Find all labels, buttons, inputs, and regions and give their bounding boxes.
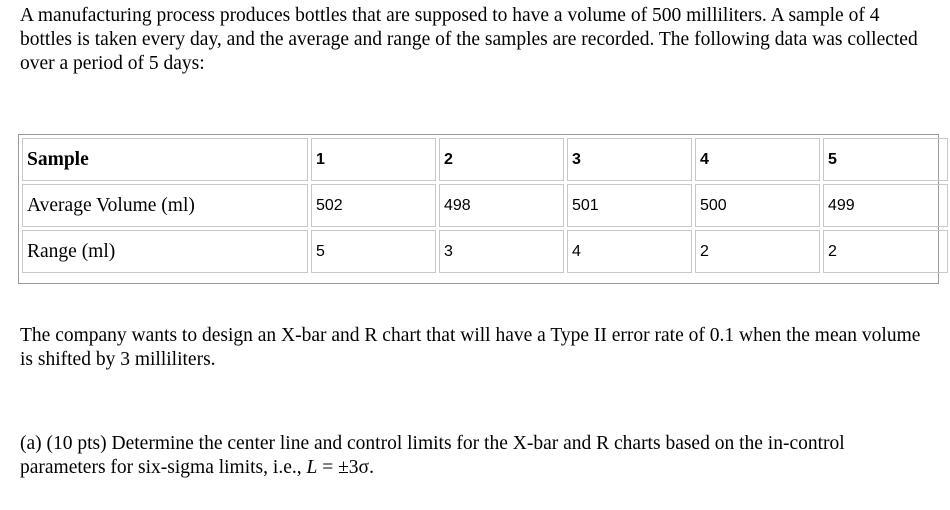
question-text: The company wants to design an X-bar and R chart that will have a Type II error rate of 0.1 when the mean volume is shifted by 3 milliliters. bbox=[20, 325, 921, 370]
math-expression: = ±3σ bbox=[317, 457, 370, 478]
average-volume-label: Average Volume (ml) bbox=[22, 184, 308, 227]
table-cell: 2 bbox=[823, 230, 948, 273]
header-sample-1: 1 bbox=[311, 138, 436, 181]
table-header-row bbox=[22, 138, 948, 181]
header-sample-2: 2 bbox=[439, 138, 564, 181]
table-cell: 500 bbox=[695, 184, 820, 227]
table-cell: 5 bbox=[311, 230, 436, 273]
part-a-body: (a) (10 pts) Determine the center line and control limits for the X-bar and R charts based on the in-control parameters for six-sigma limits, i.e., bbox=[20, 433, 845, 478]
problem-intro: A manufacturing process produces bottles that are supposed to have a volume of 500 milliliters. A sample of 4 bottles is taken every day, and the average and range of the samples are recorded. The following data was collected over a period of 5 days: bbox=[20, 5, 918, 74]
part-a-text bbox=[20, 432, 925, 480]
table-cell: 502 bbox=[311, 184, 436, 227]
table-cell: 3 bbox=[439, 230, 564, 273]
header-sample-label: Sample bbox=[22, 138, 308, 181]
table-cell: 499 bbox=[823, 184, 948, 227]
table-cell: 2 bbox=[695, 230, 820, 273]
header-sample-4: 4 bbox=[695, 138, 820, 181]
table-row bbox=[22, 184, 948, 227]
range-label: Range (ml) bbox=[22, 230, 308, 273]
header-sample-3: 3 bbox=[567, 138, 692, 181]
header-sample-5: 5 bbox=[823, 138, 948, 181]
part-a-period: . bbox=[369, 457, 374, 478]
math-variable-l: L bbox=[306, 457, 318, 478]
sample-data-table bbox=[18, 134, 939, 284]
table-cell: 501 bbox=[567, 184, 692, 227]
table-cell: 498 bbox=[439, 184, 564, 227]
table-cell: 4 bbox=[567, 230, 692, 273]
table-row bbox=[22, 230, 948, 273]
